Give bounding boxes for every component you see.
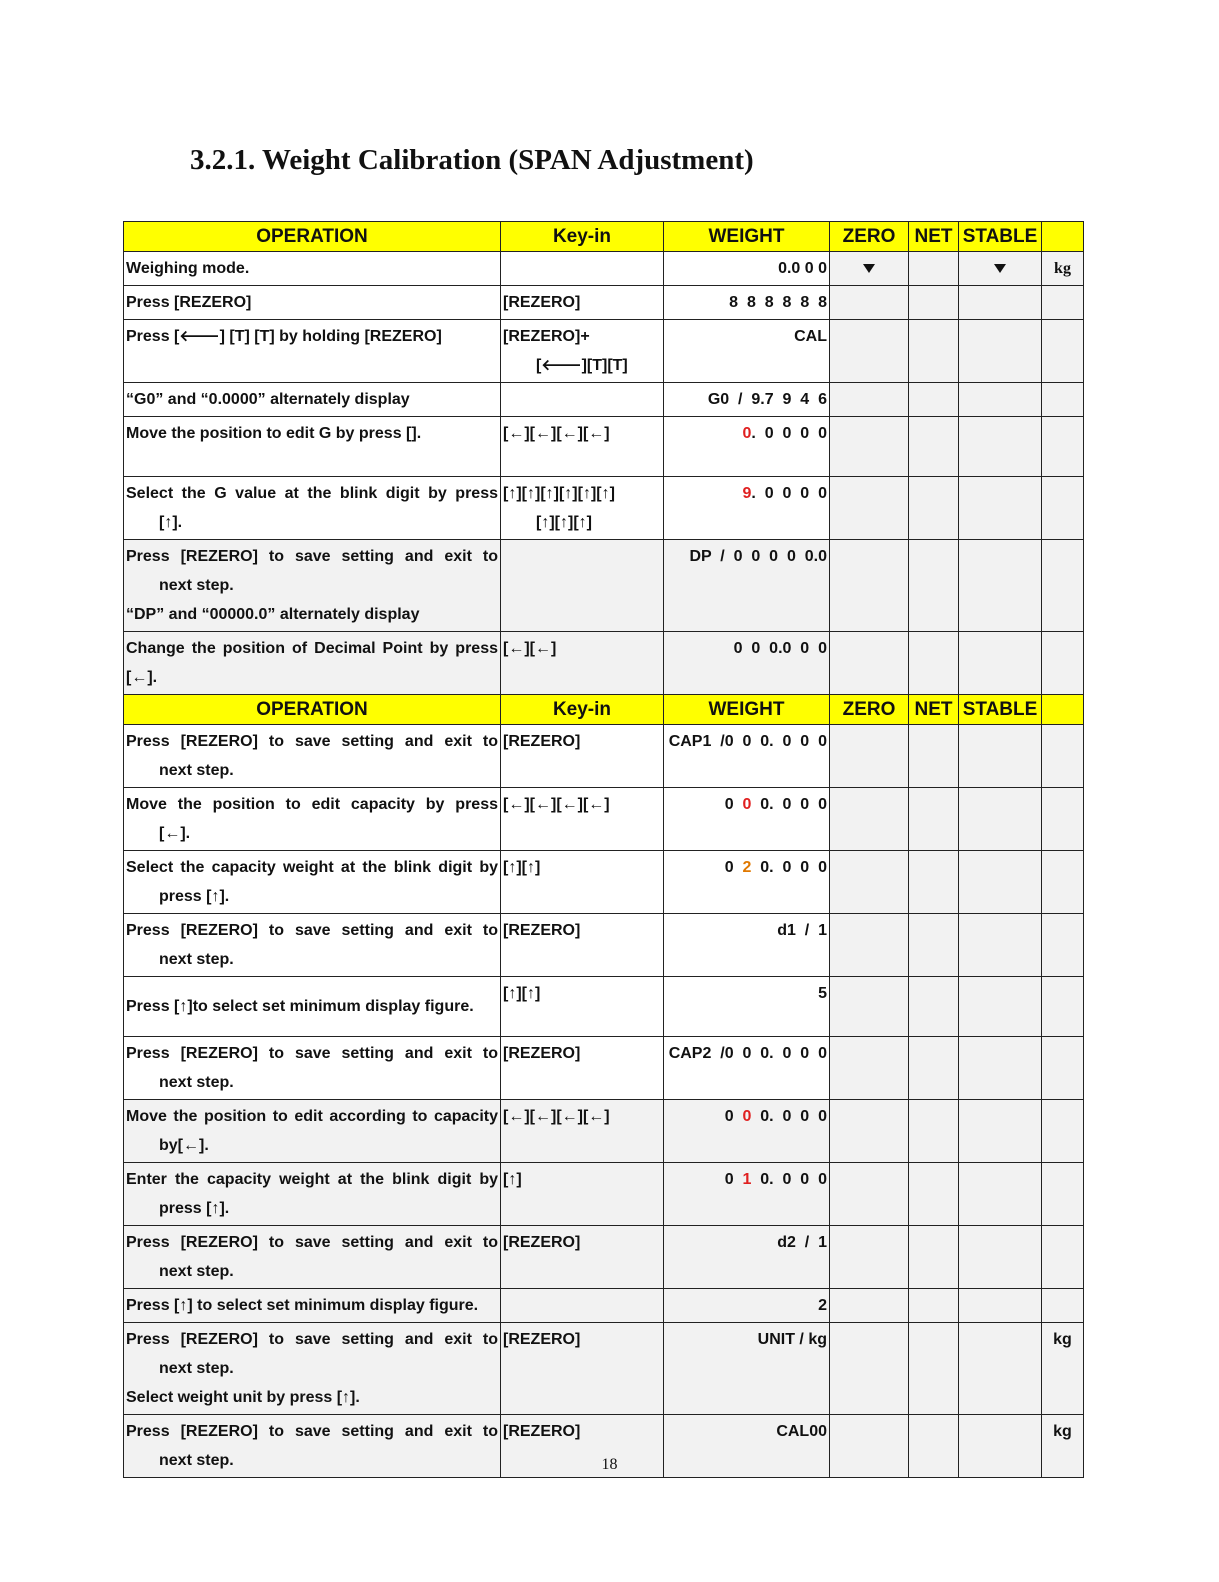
stable-cell bbox=[959, 1163, 1042, 1226]
table-row bbox=[124, 383, 1084, 417]
operation-cell: Press [REZERO] to save setting and exit to next step. Select weight unit by press [↑]. bbox=[124, 1323, 501, 1415]
keyin-cell: [↑][↑] bbox=[501, 977, 664, 1037]
keyin-cell bbox=[501, 540, 664, 632]
table-row bbox=[124, 725, 1084, 788]
zero-cell bbox=[830, 540, 909, 632]
unit-cell bbox=[1042, 320, 1084, 383]
operation-cell: Select the capacity weight at the blink digit by press [↑]. bbox=[124, 851, 501, 914]
unit-cell bbox=[1042, 1100, 1084, 1163]
header-weight: WEIGHT bbox=[664, 695, 830, 725]
table-row bbox=[124, 1226, 1084, 1289]
operation-cell: Press [REZERO] to save setting and exit to next step. bbox=[124, 1226, 501, 1289]
table-row bbox=[124, 788, 1084, 851]
zero-cell bbox=[830, 383, 909, 417]
net-cell bbox=[909, 725, 959, 788]
zero-cell bbox=[830, 1163, 909, 1226]
keyin-cell bbox=[501, 1289, 664, 1323]
zero-cell bbox=[830, 1323, 909, 1415]
weight-cell: d1 / 1 bbox=[664, 914, 830, 977]
keyin-cell: [←][←][←][←] bbox=[501, 417, 664, 477]
net-cell bbox=[909, 252, 959, 286]
header-stable: STABLE bbox=[959, 222, 1042, 252]
keyin-cell: [REZERO] bbox=[501, 914, 664, 977]
blink-digit: 0 bbox=[742, 1108, 752, 1125]
unit-cell: kg bbox=[1042, 1415, 1084, 1478]
unit-cell bbox=[1042, 725, 1084, 788]
zero-cell bbox=[830, 788, 909, 851]
net-cell bbox=[909, 286, 959, 320]
operation-cell bbox=[124, 252, 501, 286]
blink-digit: 1 bbox=[742, 1171, 752, 1188]
header-unit bbox=[1042, 222, 1084, 252]
net-cell bbox=[909, 1323, 959, 1415]
zero-cell bbox=[830, 417, 909, 477]
unit-cell bbox=[1042, 914, 1084, 977]
net-cell bbox=[909, 540, 959, 632]
keyin-cell: [REZERO] bbox=[501, 1415, 664, 1478]
weight-cell: d2 / 1 bbox=[664, 1226, 830, 1289]
table-row bbox=[124, 477, 1084, 540]
stable-cell bbox=[959, 632, 1042, 695]
blink-digit: 0 bbox=[742, 796, 752, 813]
table-row bbox=[124, 1289, 1084, 1323]
net-cell bbox=[909, 1226, 959, 1289]
header-keyin: Key-in bbox=[501, 695, 664, 725]
stable-cell bbox=[959, 1037, 1042, 1100]
table-row bbox=[124, 252, 1084, 286]
header-operation: OPERATION bbox=[124, 222, 501, 252]
keyin-cell: [REZERO]+ [🡐][T][T] bbox=[501, 320, 664, 383]
keyin-cell: [REZERO] bbox=[501, 1226, 664, 1289]
zero-cell bbox=[830, 725, 909, 788]
table-row bbox=[124, 1323, 1084, 1415]
keyin-cell: [←][←][←][←] bbox=[501, 788, 664, 851]
keyin-cell: [↑] bbox=[501, 1163, 664, 1226]
zero-cell bbox=[830, 1100, 909, 1163]
left-arrow-icon: 🡐 bbox=[179, 327, 220, 345]
operation-cell: Move the position to edit capacity by press [←]. bbox=[124, 788, 501, 851]
stable-cell bbox=[959, 477, 1042, 540]
weight-cell: 9. 0 0 0 0 bbox=[664, 477, 830, 540]
net-cell bbox=[909, 1100, 959, 1163]
header-operation: OPERATION bbox=[124, 695, 501, 725]
calibration-table bbox=[123, 221, 1084, 1478]
weight-cell: G0 / 9.7 9 4 6 bbox=[664, 383, 830, 417]
weight-cell: CAP1 /0 0 0. 0 0 0 bbox=[664, 725, 830, 788]
header-unit bbox=[1042, 695, 1084, 725]
weight-cell: 0 0 0. 0 0 0 bbox=[664, 788, 830, 851]
zero-cell bbox=[830, 632, 909, 695]
zero-cell bbox=[830, 477, 909, 540]
unit-cell bbox=[1042, 977, 1084, 1037]
net-cell bbox=[909, 851, 959, 914]
table-row bbox=[124, 320, 1084, 383]
operation-cell: Press [REZERO] to save setting and exit to next step. “DP” and “00000.0” alternately display bbox=[124, 540, 501, 632]
blink-digit: 9 bbox=[742, 485, 752, 502]
net-cell bbox=[909, 788, 959, 851]
table-row bbox=[124, 1163, 1084, 1226]
keyin-cell: [↑][↑] bbox=[501, 851, 664, 914]
net-cell bbox=[909, 1163, 959, 1226]
operation-cell: Press [↑] to select set minimum display figure. bbox=[124, 1289, 501, 1323]
table-row bbox=[124, 540, 1084, 632]
header-zero: ZERO bbox=[830, 222, 909, 252]
operation-cell: Press [REZERO] to save setting and exit to next step. bbox=[124, 1415, 501, 1478]
page-number: 18 bbox=[601, 1456, 618, 1473]
unit-cell bbox=[1042, 1289, 1084, 1323]
keyin-cell: [←][←][←][←] bbox=[501, 1100, 664, 1163]
weight-cell: UNIT / kg bbox=[664, 1323, 830, 1415]
keyin-cell: [REZERO] bbox=[501, 286, 664, 320]
weight-cell: DP / 0 0 0 0 0.0 bbox=[664, 540, 830, 632]
table-row bbox=[124, 914, 1084, 977]
zero-cell bbox=[830, 252, 909, 286]
operation-cell: Enter the capacity weight at the blink digit by press [↑]. bbox=[124, 1163, 501, 1226]
net-cell bbox=[909, 1037, 959, 1100]
weight-cell: 0 2 0. 0 0 0 bbox=[664, 851, 830, 914]
operation-cell: Press [↑]to select set minimum display figure. bbox=[124, 977, 501, 1037]
weight-cell: 0.0 0 0 bbox=[664, 252, 830, 286]
weight-cell: 5 bbox=[664, 977, 830, 1037]
stable-cell bbox=[959, 977, 1042, 1037]
blink-digit: 0 bbox=[742, 425, 752, 442]
stable-cell bbox=[959, 914, 1042, 977]
stable-cell bbox=[959, 725, 1042, 788]
page-title: 3.2.1. Weight Calibration (SPAN Adjustment) bbox=[190, 144, 754, 176]
operation-cell: Move the position to edit G by press []. bbox=[124, 417, 501, 477]
stable-cell bbox=[959, 540, 1042, 632]
weight-cell: CAL00 bbox=[664, 1415, 830, 1478]
operation-cell: Press [REZERO] to save setting and exit to next step. bbox=[124, 725, 501, 788]
unit-cell bbox=[1042, 1226, 1084, 1289]
stable-cell bbox=[959, 1100, 1042, 1163]
operation-cell: Press [REZERO] to save setting and exit to next step. bbox=[124, 914, 501, 977]
weight-cell: 0 1 0. 0 0 0 bbox=[664, 1163, 830, 1226]
table-row bbox=[124, 977, 1084, 1037]
weight-cell: CAP2 /0 0 0. 0 0 0 bbox=[664, 1037, 830, 1100]
table-row bbox=[124, 1037, 1084, 1100]
unit-cell: kg bbox=[1042, 1323, 1084, 1415]
weight-cell: 8 8 8 8 8 8 bbox=[664, 286, 830, 320]
operation-cell: Press [🡐] [T] [T] by holding [REZERO] bbox=[124, 320, 501, 383]
operation-cell: Press [REZERO] to save setting and exit to next step. bbox=[124, 1037, 501, 1100]
unit-cell bbox=[1042, 788, 1084, 851]
stable-cell bbox=[959, 851, 1042, 914]
net-cell bbox=[909, 977, 959, 1037]
net-cell bbox=[909, 383, 959, 417]
weight-cell: 0. 0 0 0 0 bbox=[664, 417, 830, 477]
header-weight: WEIGHT bbox=[664, 222, 830, 252]
zero-cell bbox=[830, 320, 909, 383]
unit-cell bbox=[1042, 417, 1084, 477]
blink-digit: 2 bbox=[742, 859, 752, 876]
header-net: NET bbox=[909, 222, 959, 252]
operation-cell: Press [REZERO] bbox=[124, 286, 501, 320]
table-row bbox=[124, 851, 1084, 914]
unit-cell bbox=[1042, 383, 1084, 417]
zero-cell bbox=[830, 1289, 909, 1323]
zero-cell bbox=[830, 1037, 909, 1100]
stable-cell bbox=[959, 286, 1042, 320]
weight-cell: 0 0 0.0 0 0 bbox=[664, 632, 830, 695]
stable-cell bbox=[959, 320, 1042, 383]
unit-cell bbox=[1042, 1037, 1084, 1100]
unit-cell bbox=[1042, 851, 1084, 914]
down-triangle-icon bbox=[994, 264, 1006, 273]
stable-cell bbox=[959, 788, 1042, 851]
stable-cell bbox=[959, 252, 1042, 286]
unit-cell bbox=[1042, 1163, 1084, 1226]
down-triangle-icon bbox=[863, 264, 875, 273]
table-header-row bbox=[124, 695, 1084, 725]
keyin-cell: [↑][↑][↑][↑][↑][↑] [↑][↑][↑] bbox=[501, 477, 664, 540]
zero-cell bbox=[830, 977, 909, 1037]
table-header-row bbox=[124, 222, 1084, 252]
operation-cell: “G0” and “0.0000” alternately display bbox=[124, 383, 501, 417]
table-row bbox=[124, 632, 1084, 695]
keyin-cell: [REZERO] bbox=[501, 725, 664, 788]
keyin-cell: [REZERO] bbox=[501, 1323, 664, 1415]
unit-cell bbox=[1042, 632, 1084, 695]
table-row bbox=[124, 417, 1084, 477]
stable-cell bbox=[959, 1226, 1042, 1289]
stable-cell bbox=[959, 417, 1042, 477]
net-cell bbox=[909, 477, 959, 540]
weight-cell: CAL bbox=[664, 320, 830, 383]
table-row bbox=[124, 286, 1084, 320]
zero-cell bbox=[830, 851, 909, 914]
keyin-cell bbox=[501, 383, 664, 417]
stable-cell bbox=[959, 1323, 1042, 1415]
operation-cell: Change the position of Decimal Point by press [←]. bbox=[124, 632, 501, 695]
weight-cell: 0 0 0. 0 0 0 bbox=[664, 1100, 830, 1163]
keyin-cell: [REZERO] bbox=[501, 1037, 664, 1100]
operation-cell: Move the position to edit according to capacity by[←]. bbox=[124, 1100, 501, 1163]
unit-cell bbox=[1042, 477, 1084, 540]
zero-cell bbox=[830, 286, 909, 320]
stable-cell bbox=[959, 383, 1042, 417]
left-arrow-icon: 🡐 bbox=[541, 356, 582, 374]
table-row bbox=[124, 1100, 1084, 1163]
net-cell bbox=[909, 914, 959, 977]
weight-cell: 2 bbox=[664, 1289, 830, 1323]
stable-cell bbox=[959, 1289, 1042, 1323]
operation-text: Weighing mode. bbox=[126, 260, 250, 277]
header-net: NET bbox=[909, 695, 959, 725]
unit-cell bbox=[1042, 286, 1084, 320]
operation-cell: Select the G value at the blink digit by press [↑]. bbox=[124, 477, 501, 540]
keyin-cell bbox=[501, 252, 664, 286]
header-stable: STABLE bbox=[959, 695, 1042, 725]
header-keyin: Key-in bbox=[501, 222, 664, 252]
header-zero: ZERO bbox=[830, 695, 909, 725]
net-cell bbox=[909, 417, 959, 477]
zero-cell bbox=[830, 914, 909, 977]
unit-cell bbox=[1042, 540, 1084, 632]
keyin-cell: [←][←] bbox=[501, 632, 664, 695]
net-cell bbox=[909, 632, 959, 695]
zero-cell bbox=[830, 1226, 909, 1289]
unit-cell: kg bbox=[1042, 252, 1084, 286]
net-cell bbox=[909, 320, 959, 383]
net-cell bbox=[909, 1289, 959, 1323]
